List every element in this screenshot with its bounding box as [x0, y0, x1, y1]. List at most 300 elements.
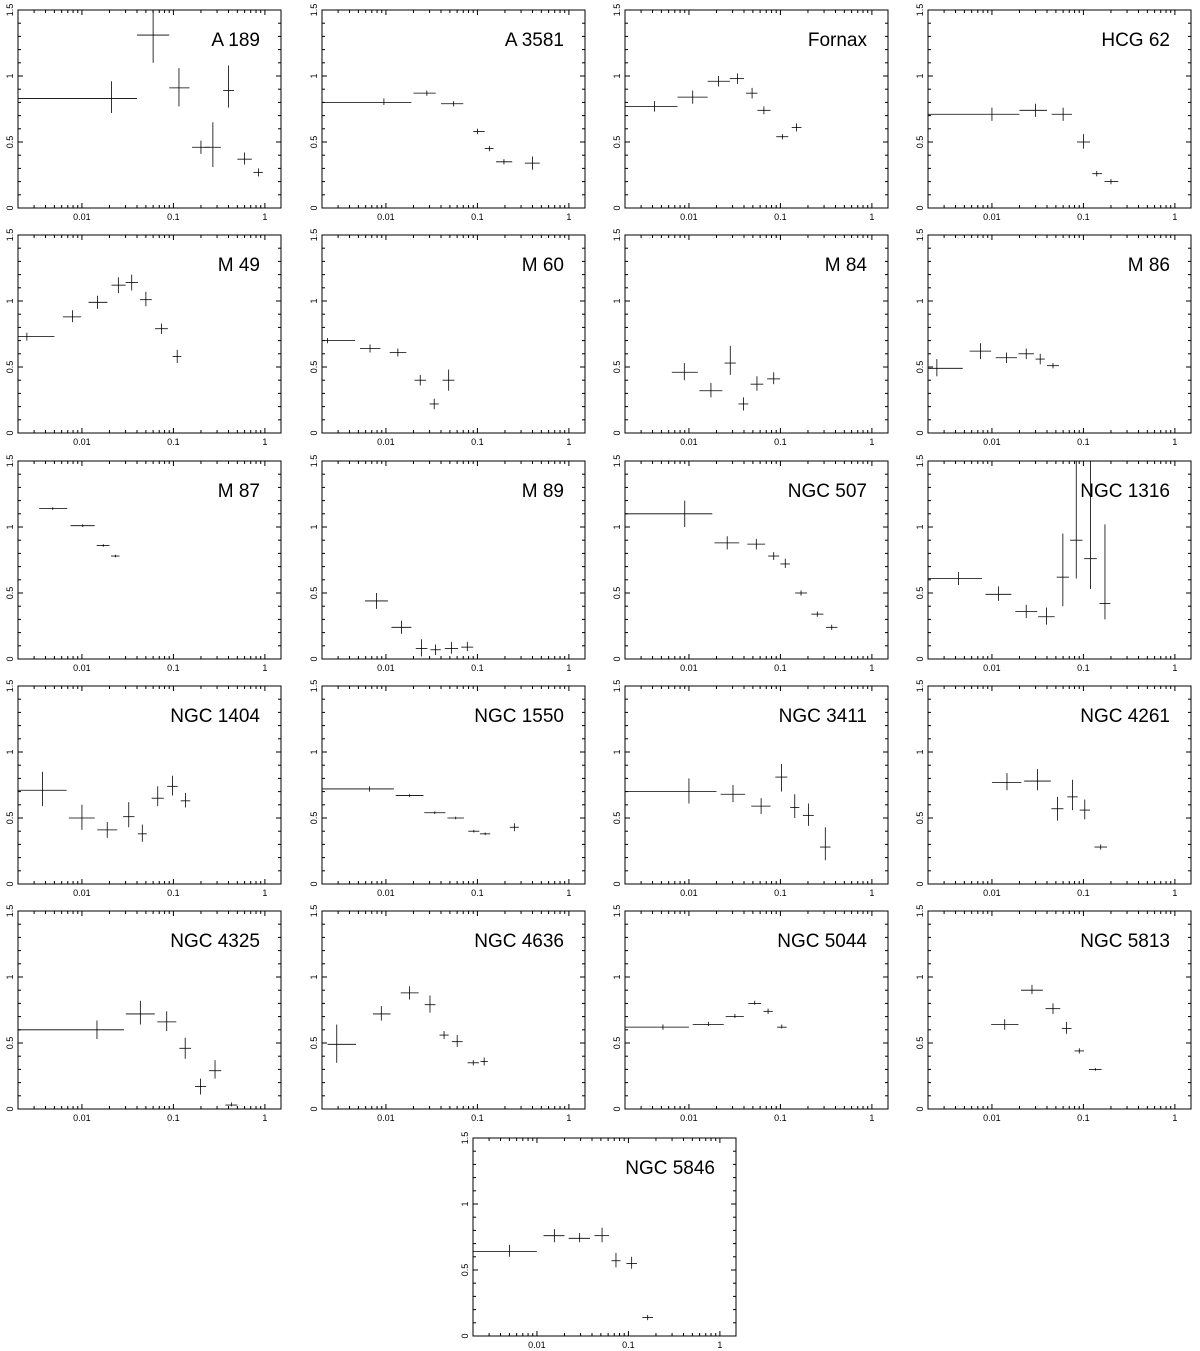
data-point	[209, 1060, 221, 1078]
panel	[5, 905, 281, 1123]
data-point	[1077, 134, 1090, 149]
panel-title: HCG 62	[1101, 30, 1170, 51]
x-tick-label: 0.1	[774, 663, 787, 673]
data-series	[625, 764, 831, 860]
data-point	[811, 611, 823, 616]
data-point	[544, 1229, 565, 1242]
data-series	[625, 73, 801, 139]
data-point	[721, 785, 746, 802]
data-point	[439, 1031, 448, 1039]
data-point	[790, 794, 799, 818]
data-point	[63, 310, 81, 322]
panel-title: NGC 3411	[778, 706, 867, 727]
x-tick-label: 1	[1172, 888, 1178, 898]
y-tick-label: 0.5	[612, 360, 622, 374]
data-point	[360, 345, 380, 353]
data-series	[625, 501, 837, 630]
panel	[915, 905, 1191, 1123]
data-point	[413, 91, 435, 96]
panel	[309, 455, 585, 673]
data-point	[792, 124, 802, 132]
x-tick-label: 1	[717, 1340, 723, 1350]
data-point	[425, 995, 436, 1012]
data-point	[396, 794, 424, 797]
data-point	[18, 333, 54, 341]
data-point	[699, 383, 722, 398]
data-point	[445, 642, 458, 654]
data-point	[776, 134, 788, 139]
y-tick-label: 0	[612, 1106, 622, 1112]
y-tick-label: 0.5	[460, 1263, 470, 1277]
data-point	[1038, 608, 1055, 625]
x-tick-label: 0.1	[167, 1113, 180, 1123]
y-tick-label: 1.5	[915, 904, 925, 918]
data-point	[424, 811, 445, 814]
data-point	[1062, 1022, 1072, 1034]
x-tick-label: 1	[566, 1113, 572, 1123]
y-tick-label: 0.5	[309, 811, 319, 825]
y-tick-label: 1.5	[5, 904, 15, 918]
data-point	[137, 10, 169, 63]
data-series	[39, 507, 119, 557]
data-series	[473, 1228, 653, 1320]
data-point	[167, 776, 178, 796]
data-point	[1019, 104, 1047, 117]
data-point	[1021, 985, 1043, 994]
x-tick-label: 1	[566, 663, 572, 673]
y-tick-label: 1.5	[5, 228, 15, 242]
panel	[915, 455, 1191, 673]
data-series	[18, 772, 190, 842]
y-tick-label: 0.5	[915, 811, 925, 825]
data-point	[111, 277, 125, 293]
y-tick-label: 0	[612, 205, 622, 211]
data-point	[1047, 363, 1059, 368]
panel	[5, 229, 281, 447]
x-tick-label: 1	[1172, 437, 1178, 447]
data-point	[18, 772, 67, 806]
panel-title: A 189	[211, 30, 260, 51]
data-point	[126, 1001, 155, 1025]
y-tick-label: 0.5	[612, 135, 622, 149]
data-point	[442, 370, 454, 391]
panel	[5, 4, 281, 222]
data-series	[991, 985, 1101, 1071]
data-point	[928, 359, 963, 376]
x-tick-label: 0.1	[1077, 437, 1090, 447]
data-point	[1015, 605, 1037, 618]
y-tick-label: 1.5	[5, 454, 15, 468]
y-tick-label: 0	[915, 881, 925, 887]
y-tick-label: 1	[5, 298, 15, 304]
panel	[612, 4, 888, 222]
data-point	[1036, 354, 1045, 365]
data-series	[672, 346, 780, 411]
data-point	[111, 555, 119, 558]
data-point	[751, 376, 764, 391]
x-tick-label: 1	[262, 663, 268, 673]
x-tick-label: 0.1	[1077, 1113, 1090, 1123]
data-point	[373, 1006, 391, 1021]
data-point	[328, 1025, 356, 1063]
data-point	[746, 88, 757, 99]
data-point	[18, 81, 137, 113]
x-tick-label: 0.1	[471, 212, 484, 222]
x-tick-label: 0.1	[471, 1113, 484, 1123]
data-point	[625, 101, 678, 112]
data-series	[328, 986, 488, 1065]
y-tick-label: 1.5	[309, 904, 319, 918]
x-tick-label: 1	[566, 437, 572, 447]
data-point	[97, 822, 117, 838]
x-tick-label: 0.01	[680, 437, 698, 447]
x-tick-label: 0.1	[622, 1340, 635, 1350]
x-tick-label: 0.1	[471, 437, 484, 447]
data-point	[693, 1022, 724, 1026]
data-point	[1024, 769, 1051, 790]
y-tick-label: 0.5	[309, 135, 319, 149]
data-point	[1051, 797, 1063, 821]
panel	[309, 680, 585, 898]
data-point	[473, 1245, 537, 1257]
data-point	[322, 338, 355, 343]
data-point	[611, 1253, 620, 1268]
data-point	[1092, 171, 1102, 176]
y-tick-label: 1	[309, 974, 319, 980]
x-tick-label: 0.1	[471, 888, 484, 898]
data-point	[730, 73, 744, 84]
x-tick-label: 0.01	[377, 1113, 395, 1123]
y-tick-label: 0.5	[915, 135, 925, 149]
x-tick-label: 0.01	[377, 663, 395, 673]
x-tick-label: 0.1	[167, 663, 180, 673]
panel	[5, 455, 281, 673]
y-tick-label: 1.5	[309, 3, 319, 17]
y-tick-label: 0.5	[309, 1036, 319, 1050]
panel	[612, 455, 888, 673]
x-tick-label: 0.01	[983, 888, 1001, 898]
x-tick-label: 0.01	[73, 212, 91, 222]
data-point	[253, 168, 262, 176]
data-series	[365, 593, 473, 656]
data-point	[626, 1257, 637, 1269]
data-point	[678, 91, 708, 104]
x-tick-label: 1	[869, 1113, 875, 1123]
y-tick-label: 0	[915, 1106, 925, 1112]
panel-title: NGC 4261	[1080, 706, 1170, 727]
panel	[5, 680, 281, 898]
y-tick-label: 1	[915, 524, 925, 530]
data-point	[928, 108, 1019, 121]
y-tick-label: 0	[5, 656, 15, 662]
data-point	[1052, 108, 1072, 121]
data-point	[480, 833, 490, 836]
data-point	[138, 825, 147, 842]
data-point	[747, 539, 765, 550]
y-tick-label: 0.5	[612, 811, 622, 825]
y-tick-label: 0.5	[5, 811, 15, 825]
data-point	[991, 1019, 1018, 1030]
data-point	[441, 101, 463, 106]
y-tick-label: 0.5	[5, 360, 15, 374]
y-tick-label: 0.5	[915, 586, 925, 600]
y-tick-label: 1.5	[915, 228, 925, 242]
panel-title: M 84	[824, 255, 867, 276]
data-point	[195, 1079, 206, 1095]
x-tick-label: 0.1	[774, 212, 787, 222]
data-point	[237, 153, 251, 165]
panel	[915, 4, 1191, 222]
panel	[915, 680, 1191, 898]
panel	[309, 4, 585, 222]
y-tick-label: 0.5	[612, 1036, 622, 1050]
data-point	[642, 1315, 653, 1320]
y-tick-label: 0	[5, 881, 15, 887]
panel	[309, 229, 585, 447]
data-point	[820, 827, 831, 860]
data-point	[996, 352, 1017, 363]
x-tick-label: 0.01	[377, 437, 395, 447]
data-point	[1067, 780, 1077, 810]
x-tick-label: 1	[1172, 1113, 1178, 1123]
panel-title: NGC 5044	[777, 931, 867, 952]
y-tick-label: 1	[309, 73, 319, 79]
data-point	[569, 1233, 590, 1242]
data-point	[763, 1009, 772, 1014]
x-tick-label: 1	[262, 1113, 268, 1123]
panel-title: M 49	[217, 255, 260, 276]
panel	[612, 229, 888, 447]
panel-title: M 86	[1127, 255, 1170, 276]
data-point	[322, 786, 394, 791]
data-point	[803, 803, 814, 825]
data-point	[625, 501, 712, 527]
x-tick-label: 0.01	[983, 437, 1001, 447]
y-tick-label: 1	[612, 524, 622, 530]
data-point	[726, 1014, 744, 1018]
y-tick-label: 1	[5, 749, 15, 755]
x-tick-label: 0.1	[1077, 888, 1090, 898]
data-series	[625, 1001, 787, 1030]
x-tick-label: 1	[262, 437, 268, 447]
x-tick-label: 0.01	[73, 663, 91, 673]
y-tick-label: 0	[5, 430, 15, 436]
data-point	[89, 296, 108, 309]
data-point	[1045, 1003, 1060, 1014]
data-series	[322, 786, 519, 835]
x-tick-label: 0.01	[73, 1113, 91, 1123]
panel-title: NGC 5846	[625, 1158, 715, 1179]
data-point	[71, 524, 95, 527]
data-point	[365, 593, 388, 609]
data-series	[18, 1001, 237, 1107]
y-tick-label: 0	[915, 205, 925, 211]
x-tick-label: 0.1	[167, 212, 180, 222]
x-tick-label: 0.1	[774, 888, 787, 898]
x-tick-label: 0.01	[680, 212, 698, 222]
y-tick-label: 0.5	[915, 1036, 925, 1050]
panel-title: A 3581	[504, 30, 564, 51]
y-tick-label: 0	[309, 656, 319, 662]
data-point	[461, 642, 473, 651]
data-point	[225, 1102, 237, 1106]
data-point	[39, 507, 67, 510]
y-tick-label: 1.5	[612, 454, 622, 468]
data-point	[18, 1021, 124, 1039]
data-point	[985, 586, 1011, 601]
y-tick-label: 0.5	[612, 586, 622, 600]
x-tick-label: 1	[566, 212, 572, 222]
data-point	[416, 639, 428, 656]
x-tick-label: 0.1	[167, 437, 180, 447]
x-tick-label: 1	[869, 212, 875, 222]
data-point	[152, 786, 164, 806]
data-point	[401, 986, 419, 999]
y-tick-label: 1	[612, 749, 622, 755]
data-point	[1070, 461, 1082, 578]
data-point	[1057, 534, 1069, 607]
panel	[460, 1132, 736, 1350]
y-tick-label: 1	[460, 1201, 470, 1207]
y-tick-label: 1	[915, 298, 925, 304]
data-point	[126, 275, 138, 291]
data-point	[725, 346, 736, 375]
y-tick-label: 1.5	[612, 679, 622, 693]
data-point	[468, 1060, 479, 1065]
data-point	[140, 292, 152, 307]
x-tick-label: 0.1	[167, 888, 180, 898]
x-tick-label: 0.01	[680, 888, 698, 898]
data-point	[1094, 844, 1107, 849]
panel-title: NGC 507	[787, 481, 867, 502]
y-tick-label: 1.5	[5, 679, 15, 693]
y-tick-label: 1	[309, 749, 319, 755]
x-tick-label: 1	[869, 663, 875, 673]
y-tick-label: 1	[915, 73, 925, 79]
data-point	[672, 363, 698, 380]
y-tick-label: 0.5	[5, 135, 15, 149]
data-point	[780, 559, 789, 568]
x-tick-label: 0.1	[1077, 663, 1090, 673]
panel-title: NGC 4636	[474, 931, 564, 952]
data-point	[1075, 1048, 1084, 1053]
data-point	[485, 146, 494, 151]
data-series	[928, 104, 1118, 185]
y-tick-label: 0	[612, 656, 622, 662]
x-tick-label: 0.1	[471, 663, 484, 673]
x-tick-label: 0.1	[1077, 212, 1090, 222]
y-tick-label: 1	[915, 749, 925, 755]
y-tick-label: 0	[612, 881, 622, 887]
panel-title: NGC 4325	[170, 931, 260, 952]
data-point	[480, 1058, 487, 1066]
data-series	[928, 343, 1059, 376]
data-point	[525, 157, 540, 170]
y-tick-label: 1	[612, 73, 622, 79]
data-point	[496, 159, 512, 164]
y-tick-label: 1.5	[309, 228, 319, 242]
data-point	[1089, 1068, 1102, 1071]
y-tick-label: 1.5	[5, 3, 15, 17]
data-series	[322, 338, 454, 409]
x-tick-label: 0.01	[377, 212, 395, 222]
data-point	[205, 122, 221, 167]
data-point	[157, 1011, 176, 1031]
data-point	[391, 621, 411, 634]
x-tick-label: 1	[262, 212, 268, 222]
y-tick-label: 0	[5, 205, 15, 211]
y-tick-label: 0	[612, 430, 622, 436]
y-tick-label: 0	[915, 430, 925, 436]
y-tick-label: 0	[915, 656, 925, 662]
data-point	[173, 350, 182, 363]
x-tick-label: 1	[869, 437, 875, 447]
panel-title: NGC 1316	[1080, 481, 1170, 502]
y-tick-label: 0.5	[5, 1036, 15, 1050]
data-point	[1080, 800, 1090, 820]
data-point	[751, 798, 770, 814]
panel-title: M 60	[521, 255, 564, 276]
panel	[915, 229, 1191, 447]
x-tick-label: 0.01	[73, 437, 91, 447]
x-tick-label: 0.01	[680, 1113, 698, 1123]
data-point	[775, 764, 787, 792]
data-point	[594, 1228, 609, 1243]
y-tick-label: 1.5	[915, 679, 925, 693]
data-point	[69, 805, 95, 830]
data-point	[510, 823, 519, 831]
data-series	[992, 769, 1107, 850]
panel	[612, 905, 888, 1123]
x-tick-label: 0.01	[528, 1340, 546, 1350]
y-tick-label: 1	[5, 524, 15, 530]
data-point	[970, 343, 992, 359]
x-tick-label: 0.01	[983, 212, 1001, 222]
x-tick-label: 0.1	[774, 1113, 787, 1123]
y-tick-label: 0	[309, 205, 319, 211]
y-tick-label: 1	[915, 974, 925, 980]
y-tick-label: 0.5	[309, 586, 319, 600]
data-point	[169, 68, 189, 106]
data-point	[1104, 179, 1118, 184]
data-point	[777, 1025, 787, 1029]
y-tick-label: 1	[309, 298, 319, 304]
y-tick-label: 1	[612, 298, 622, 304]
data-point	[452, 1035, 463, 1047]
y-tick-label: 1.5	[612, 228, 622, 242]
data-point	[414, 375, 426, 386]
data-point	[768, 552, 779, 560]
y-tick-label: 0.5	[309, 360, 319, 374]
panel-title: M 89	[521, 481, 564, 502]
panel	[612, 680, 888, 898]
y-tick-label: 1.5	[460, 1131, 470, 1145]
data-point	[625, 778, 716, 803]
data-point	[473, 129, 484, 134]
data-point	[430, 644, 440, 655]
y-tick-label: 1	[612, 974, 622, 980]
panel-title: M 87	[217, 481, 260, 502]
y-tick-label: 0	[309, 430, 319, 436]
data-point	[757, 106, 770, 114]
y-tick-label: 0	[5, 1106, 15, 1112]
y-tick-label: 0	[309, 1106, 319, 1112]
panel-title: NGC 5813	[1080, 931, 1170, 952]
y-tick-label: 1.5	[915, 454, 925, 468]
data-point	[155, 323, 168, 334]
x-tick-label: 0.1	[774, 437, 787, 447]
y-tick-label: 0.5	[5, 586, 15, 600]
